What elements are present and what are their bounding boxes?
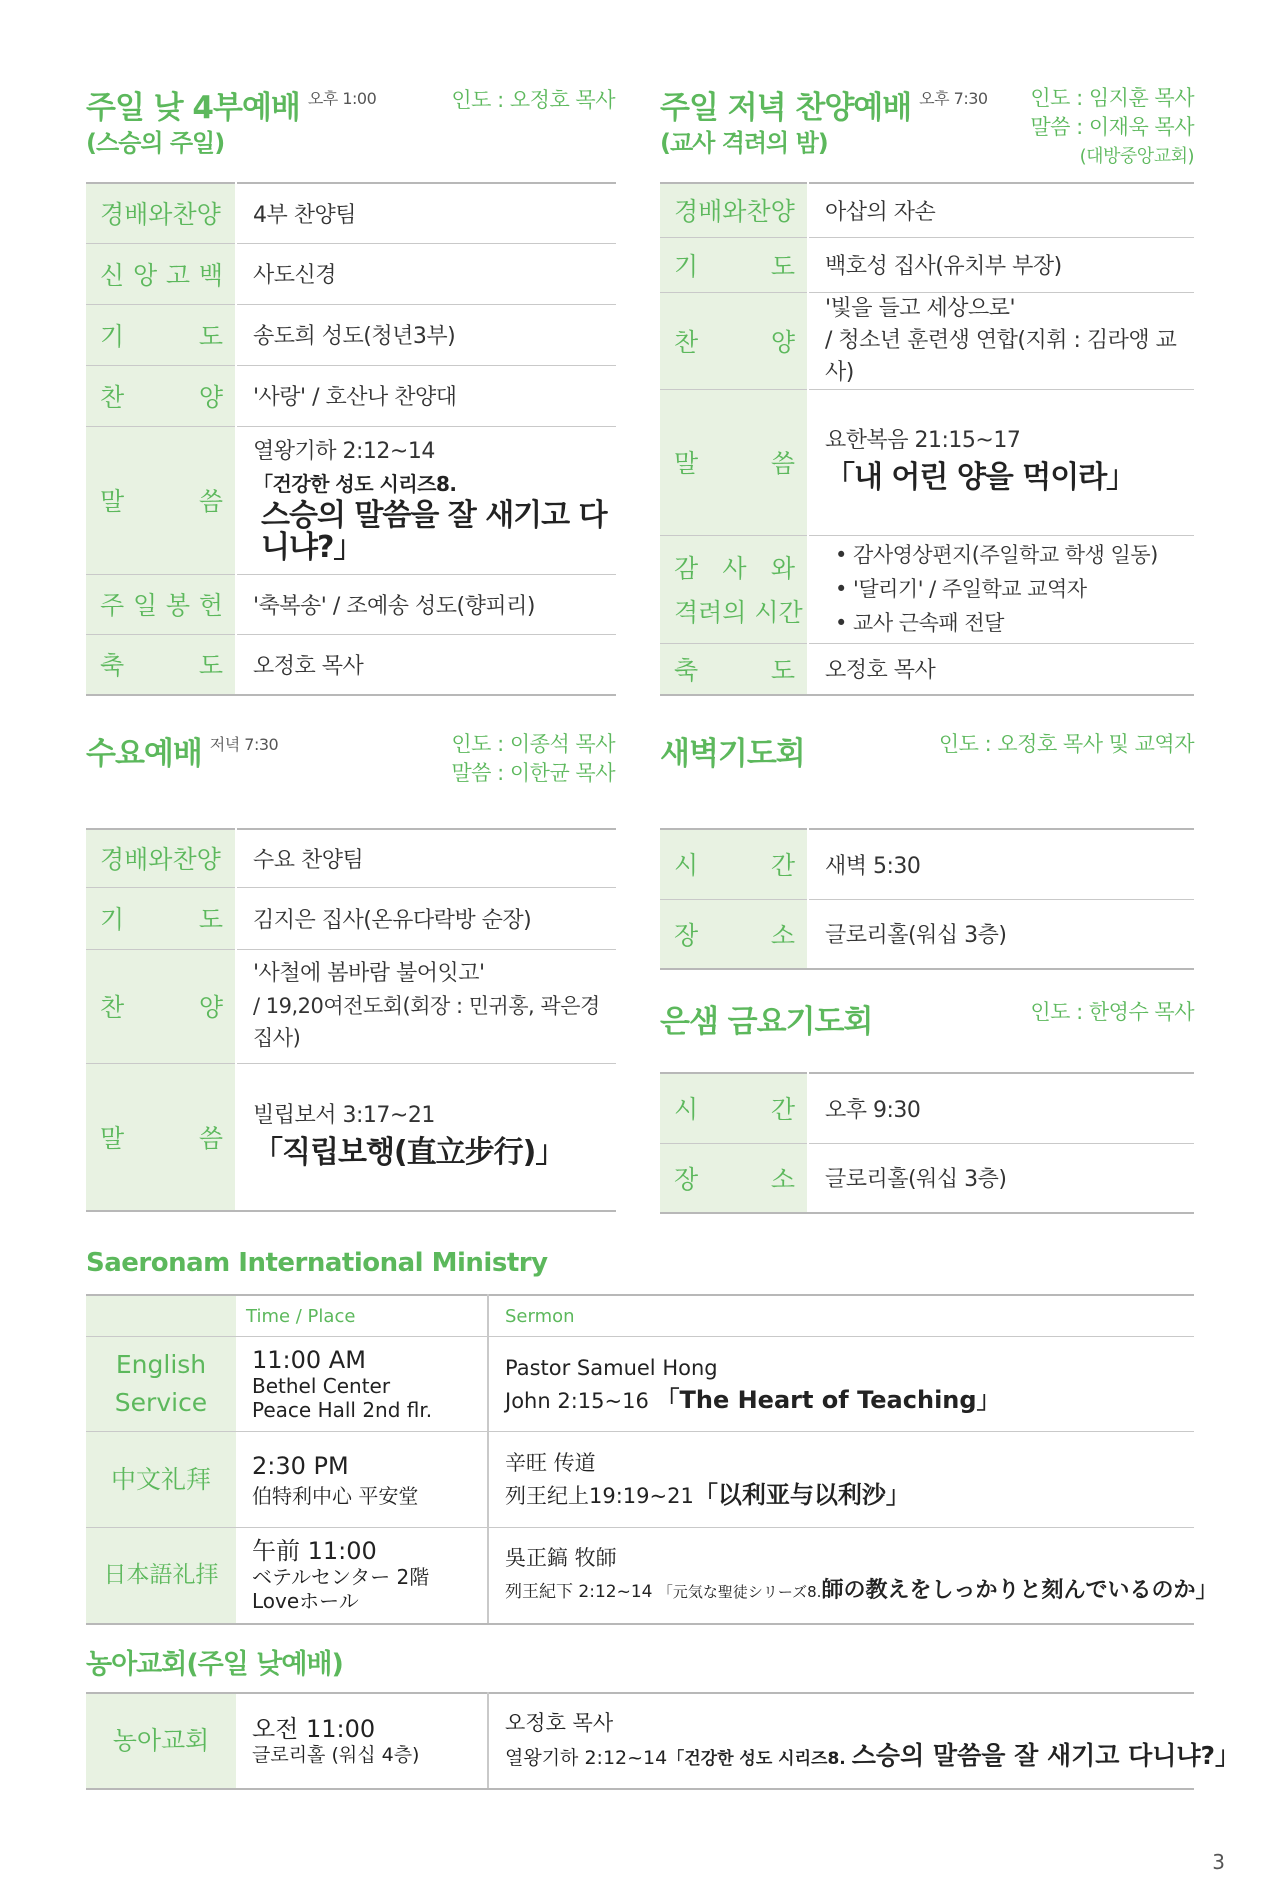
table-row (660, 1073, 1194, 1143)
wed-header (86, 728, 278, 773)
row-label: 축 도 (100, 651, 223, 681)
friday-header (660, 996, 872, 1041)
row-label: 장 소 (674, 920, 795, 950)
row-value: 4부 찬양팀 (236, 183, 616, 243)
table-row (86, 243, 616, 304)
table-row (660, 899, 1194, 969)
row-label: 기 도 (674, 251, 795, 281)
table-row: 농아교회 오전 11:00 글로리홀 (워십 4층) 오정호 목사 열왕기하 2:12~14「건강한 성도 시리즈8. 스승의 말씀을 잘 새기고 다니냐?」 (86, 1693, 1194, 1789)
sunEve-title: 주일 저녁 찬양예배 (660, 90, 912, 126)
table-row (660, 237, 1194, 292)
dawn-title: 새벽기도회 (660, 736, 805, 772)
row-value: 오정호 목사 (808, 643, 1194, 695)
sunEve-subtitle: (교사 격려의 밤) (660, 129, 828, 157)
table-row (86, 574, 616, 634)
row-value: 새벽 5:30 (808, 829, 1194, 899)
friday-table (660, 1072, 1194, 1214)
table-row (660, 389, 1194, 535)
row-value: 사도신경 (236, 243, 616, 304)
sun4-subtitle: (스승의 주일) (86, 129, 225, 157)
page-number: 3 (1212, 1850, 1225, 1874)
row-value: 수요 찬양팀 (236, 829, 616, 887)
sunEve-lead: 인도 : 임지훈 목사 말씀 : 이재욱 목사 (대방중앙교회) (1030, 86, 1194, 167)
row-label: 농아교회 (112, 1726, 210, 1755)
table-row (660, 829, 1194, 899)
col-time-place: Time / Place (236, 1295, 488, 1337)
row-label: 시 간 (674, 851, 795, 881)
wed-time: 저녁 7:30 (209, 735, 279, 754)
row-label: 시 간 (674, 1095, 795, 1125)
row-label: 주 일 봉 헌 (100, 591, 223, 620)
row-label: 日本語礼拝 (103, 1562, 219, 1589)
table-row (86, 829, 616, 887)
row-label: 경배와찬양 (674, 197, 795, 227)
row-value: '사랑' / 호산나 찬양대 (236, 365, 616, 426)
table-row (660, 1143, 1194, 1213)
table-row (86, 1063, 616, 1211)
row-label: 경배와찬양 (100, 200, 221, 230)
table-row (660, 183, 1194, 237)
row-value: 빌립보서 3:17~21 「직립보행(直立步行)」 (236, 1063, 616, 1211)
row-label: 찬 양 (100, 382, 223, 412)
sunEve-time: 오후 7:30 (919, 89, 988, 108)
wed-table (86, 828, 616, 1212)
row-value: 아삽의 자손 (808, 183, 1194, 237)
sun4-table (86, 182, 616, 696)
table-row: 中文礼拜 2:30 PM 伯特利中心 平安堂 辛旺 传道 列王纪上19:19~21「以利亚与以利沙」 (86, 1432, 1194, 1528)
table-row (660, 535, 1194, 643)
friday-title: 은샘 금요기도회 (660, 1004, 873, 1040)
table-row (86, 426, 616, 574)
deaf-header (86, 1642, 343, 1681)
row-label: 말 씀 (100, 1123, 223, 1153)
row-value: • 감사영상편지(주일학교 학생 일동) • '달리기' / 주일학교 교역자 • 교사 근속패 전달 (808, 535, 1194, 643)
row-value: 오정호 목사 (236, 634, 616, 695)
row-label: 말 씀 (100, 487, 223, 516)
deaf-table (86, 1692, 1241, 1790)
row-value: 백호성 집사(유치부 부장) (808, 237, 1194, 292)
row-label: 기 도 (100, 905, 223, 934)
table-row (86, 634, 616, 695)
row-value: 글로리홀(워십 3층) (808, 899, 1194, 969)
table-row (86, 304, 616, 365)
table-row (660, 292, 1194, 389)
row-value: '축복송' / 조예송 성도(향피리) (236, 574, 616, 634)
row-label: 말 씀 (674, 449, 795, 478)
table-row (660, 643, 1194, 695)
row-value: '사철에 봄바람 불어잇고' / 19,20여전도회(회장 : 민귀홍, 곽은경 집사) (236, 949, 616, 1063)
row-value: '빛을 들고 세상으로' / 청소년 훈련생 연합(지휘 : 김라앵 교사) (808, 292, 1194, 389)
dawn-header (660, 728, 805, 773)
row-label: 장 소 (674, 1164, 795, 1194)
sun4-title: 주일 낮 4부예배 (86, 90, 300, 126)
wed-lead: 인도 : 이종석 목사 말씀 : 이한균 목사 (451, 732, 615, 785)
row-label: 축 도 (674, 655, 795, 685)
row-value: 오후 9:30 (808, 1073, 1194, 1143)
sun4-lead: 인도 : 오정호 목사 (451, 88, 615, 112)
row-value: 송도희 성도(청년3부) (236, 304, 616, 365)
sim-table (86, 1294, 1218, 1625)
sun4-header (86, 82, 376, 158)
table-row (86, 887, 616, 949)
deaf-title: 농아교회(주일 낮예배) (86, 1649, 343, 1680)
table-row: English Service 11:00 AM Bethel Center Peace Hall 2nd flr. Pastor Samuel Hong John 2:15~16 「The Heart of Teaching」 (86, 1337, 1194, 1432)
col-sermon: Sermon (488, 1295, 1194, 1337)
row-value: 김지은 집사(온유다락방 순장) (236, 887, 616, 949)
row-label: 찬 양 (100, 993, 223, 1022)
row-label: 찬 양 (674, 327, 795, 357)
row-value: 열왕기하 2:12~14 「건강한 성도 시리즈8. 스승의 말씀을 잘 새기고 다니냐?」 (236, 426, 616, 574)
row-label: 신 앙 고 백 (100, 260, 223, 290)
sun4-time: 오후 1:00 (307, 89, 377, 108)
sim-title: Saeronam International Ministry (86, 1248, 548, 1278)
row-label-2: Service (114, 1388, 208, 1417)
sunEve-header (660, 82, 988, 158)
row-label-2: 격려의 시간 (674, 598, 803, 627)
table-row (86, 949, 616, 1063)
dawn-lead: 인도 : 오정호 목사 및 교역자 (938, 732, 1194, 756)
table-row (86, 365, 616, 426)
row-label: 감 사 와 (674, 554, 795, 583)
sim-header (86, 1248, 548, 1278)
row-label: 경배와찬양 (100, 845, 221, 875)
friday-lead: 인도 : 한영수 목사 (1030, 1000, 1194, 1024)
sunEve-table (660, 182, 1194, 696)
row-value: 글로리홀(워십 3층) (808, 1143, 1194, 1213)
row-label: 中文礼拜 (110, 1464, 211, 1494)
table-row: 日本語礼拝 午前 11:00 ベテルセンター 2階 Loveホール 吳正鎬 牧師 列王紀下 2:12~14 「元気な聖徒シリーズ8.師の教えをしっかりと刻んでいるのか」 (86, 1528, 1194, 1624)
wed-title: 수요예배 (86, 736, 202, 772)
row-value: 요한복음 21:15~17 「내 어린 양을 먹이라」 (808, 389, 1194, 535)
row-label: English (115, 1350, 207, 1379)
table-row (86, 183, 616, 243)
row-label: 기 도 (100, 321, 223, 351)
table-header-row (86, 1295, 1194, 1337)
dawn-table (660, 828, 1194, 970)
